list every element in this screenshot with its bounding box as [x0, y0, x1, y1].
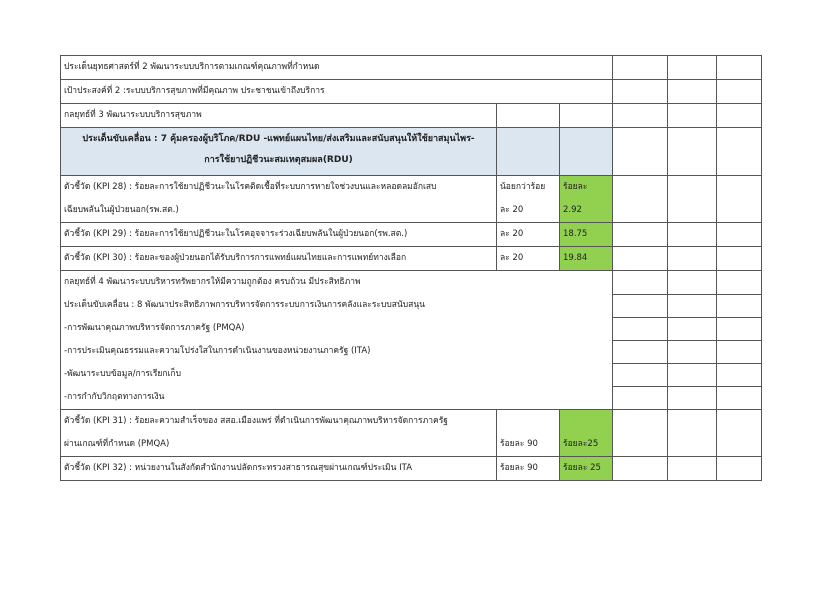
kpi28-target: น้อยกว่าร้อย ละ 20	[497, 176, 560, 223]
table-row	[61, 80, 762, 104]
table-row	[61, 386, 762, 410]
kpi31-target: ร้อยละ 90	[497, 410, 560, 457]
kpi28-result: ร้อยละ 2.92	[560, 176, 613, 223]
table-row	[61, 176, 762, 223]
pmqa-item: -การพัฒนาคุณภาพบริหารจัดการภาครัฐ (PMQA)	[61, 317, 613, 340]
kpi30-target: ละ 20	[497, 247, 560, 271]
table-row	[61, 128, 762, 176]
kpi29-result: 18.75	[560, 223, 613, 247]
strategy-cell: ประเด็นยุทธศาสตร์ที่ 2 พัฒนาระบบบริการตามเกณฑ์คุณภาพที่กำหนด	[61, 56, 613, 80]
table-row	[61, 294, 762, 317]
kpi31-result: ร้อยละ25	[560, 410, 613, 457]
kpi32-target: ร้อยละ 90	[497, 457, 560, 481]
kpi28-cell: ตัวชี้วัด (KPI 28) : ร้อยละการใช้ยาปฏิชีวนะในโรคติดเชื้อที่ระบบการหายใจช่วงบนและหลอดลมอักเสบ เฉียบพลันในผู้ป่วยนอก(รพ.สต.)	[61, 176, 497, 223]
plan3-cell: กลยุทธ์ที่ 3 พัฒนาระบบบริการสุขภาพ	[61, 104, 497, 128]
kpi32-cell: ตัวชี้วัด (KPI 32) : หน่วยงานในสังกัดสำนักงานปลัดกระทรวงสาธารณสุขผ่านเกณฑ์ประเมิน ITA	[61, 457, 497, 481]
ita-item: -การประเมินคุณธรรมและความโปร่งใสในการดำเนินงานของหน่วยงานภาครัฐ (ITA)	[61, 340, 613, 363]
crisis-item: -การกำกับวิกฤตทางการเงิน	[61, 386, 613, 410]
data-item: -พัฒนาระบบข้อมูล/การเรียกเก็บ	[61, 363, 613, 386]
table-row	[61, 104, 762, 128]
table-row	[61, 363, 762, 386]
plan4-cell: กลยุทธ์ที่ 4 พัฒนาระบบบริหารทรัพยากรให้มีความถูกต้อง ครบถ้วน มีประสิทธิภาพ	[61, 271, 613, 295]
table-row	[61, 457, 762, 481]
table-row	[61, 410, 762, 457]
drive7-cell: ประเด็นขับเคลื่อน : 7 คุ้มครองผู้บริโภค/RDU -แพทย์แผนไทย/ส่งเสริมและสนับสนุนให้ใช้ยาสมุนไพร- การใช้ยาปฏิชีวนะสมเหตุสมผล(RDU)	[61, 128, 497, 176]
table-row	[61, 247, 762, 271]
kpi29-cell: ตัวชี้วัด (KPI 29) : ร้อยละการใช้ยาปฏิชีวนะในโรคอุจจาระร่วงเฉียบพลันในผู้ป่วยนอก(รพ.สต.)	[61, 223, 497, 247]
table-row	[61, 223, 762, 247]
kpi31-cell: ตัวชี้วัด (KPI 31) : ร้อยละความสำเร็จของ สสอ.เมืองแพร่ ที่ดำเนินการพัฒนาคุณภาพบริหารจัดการภาครัฐ ผ่านเกณฑ์ที่กำหนด (PMQA)	[61, 410, 497, 457]
drive8-cell: ประเด็นขับเคลื่อน : 8 พัฒนาประสิทธิภาพการบริหารจัดการระบบการเงินการคลังและระบบสนับสนุน	[61, 294, 613, 317]
kpi-table	[60, 55, 762, 481]
kpi30-cell: ตัวชี้วัด (KPI 30) : ร้อยละของผู้ป่วยนอกได้รับบริการการแพทย์แผนไทยและการแพทย์ทางเลือก	[61, 247, 497, 271]
table-row	[61, 340, 762, 363]
table-row	[61, 56, 762, 80]
goal-cell: เป้าประสงค์ที่ 2 :ระบบบริการสุขภาพที่มีคุณภาพ ประชาชนเข้าถึงบริการ	[61, 80, 613, 104]
kpi30-result: 19.84	[560, 247, 613, 271]
table-row	[61, 317, 762, 340]
kpi29-target: ละ 20	[497, 223, 560, 247]
kpi32-result: ร้อยละ 25	[560, 457, 613, 481]
table-row	[61, 271, 762, 295]
